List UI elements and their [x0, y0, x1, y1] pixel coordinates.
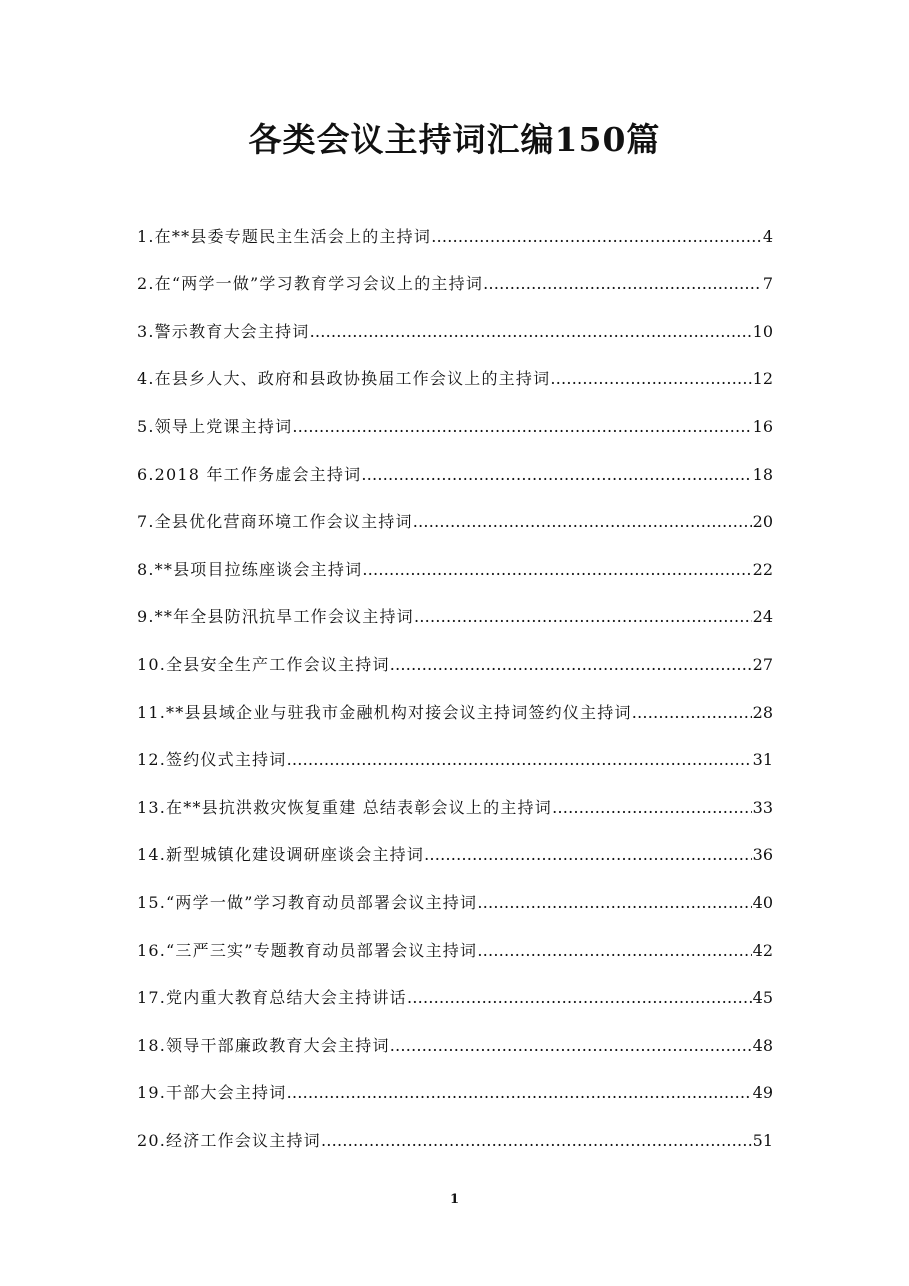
toc-entry-title: 2.在“两学一做”学习教育学习会议上的主持词 — [137, 274, 484, 294]
toc-entry-page: 42 — [752, 940, 773, 960]
toc-dot-leader — [424, 844, 752, 866]
toc-entry-title: 12.签约仪式主持词 — [137, 750, 287, 770]
toc-entry-title: 10.全县安全生产工作会议主持词 — [137, 654, 390, 674]
toc-entry[interactable] — [137, 771, 773, 819]
toc-dot-leader — [632, 702, 752, 724]
toc-dot-leader — [362, 559, 751, 581]
toc-entry[interactable] — [137, 819, 773, 867]
toc-entry-page: 22 — [752, 559, 773, 579]
toc-entry-page: 48 — [752, 1035, 773, 1055]
toc-dot-leader — [477, 940, 751, 962]
toc-entry-page: 18 — [752, 464, 773, 484]
toc-dot-leader — [483, 273, 762, 295]
toc-entry[interactable] — [137, 581, 773, 629]
toc-entry-title: 6.2018 年工作务虚会主持词 — [137, 464, 362, 484]
toc-dot-leader — [390, 1035, 752, 1057]
toc-dot-leader — [286, 749, 751, 771]
toc-entry-page: 10 — [752, 321, 773, 341]
toc-entry-page: 31 — [752, 750, 773, 770]
toc-entry[interactable] — [137, 628, 773, 676]
toc-entry-title: 8.**县项目拉练座谈会主持词 — [137, 559, 363, 579]
toc-entry-title: 5.领导上党课主持词 — [137, 416, 293, 436]
toc-entry-page: 45 — [752, 988, 773, 1008]
toc-entry[interactable] — [137, 962, 773, 1010]
toc-entry-page: 7 — [762, 274, 773, 294]
toc-entry[interactable] — [137, 1009, 773, 1057]
toc-entry[interactable] — [137, 866, 773, 914]
toc-dot-leader — [292, 416, 751, 438]
toc-entry[interactable] — [137, 248, 773, 296]
toc-entry-title: 15.“两学一做”学习教育动员部署会议主持词 — [137, 892, 478, 912]
toc-entry[interactable] — [137, 676, 773, 724]
toc-entry-title: 16.“三严三实”专题教育动员部署会议主持词 — [137, 940, 478, 960]
toc-entry[interactable] — [137, 486, 773, 534]
toc-entry-page: 36 — [752, 845, 773, 865]
page-number: 1 — [449, 1192, 460, 1207]
toc-entry[interactable] — [137, 200, 773, 248]
toc-dot-leader — [431, 226, 762, 248]
toc-entry[interactable] — [137, 343, 773, 391]
toc-dot-leader — [321, 1130, 752, 1152]
toc-dot-leader — [414, 606, 752, 628]
toc-entry-title: 7.全县优化营商环境工作会议主持词 — [137, 512, 413, 532]
toc-entry-title: 13.在**县抗洪救灾恢复重建 总结表彰会议上的主持词 — [137, 797, 552, 817]
document-title: 各类会议主持词汇编150篇 — [248, 120, 661, 159]
toc-dot-leader — [477, 892, 751, 914]
toc-entry-page: 40 — [752, 892, 773, 912]
toc-entry[interactable] — [137, 914, 773, 962]
toc-entry-page: 28 — [752, 702, 773, 722]
toc-entry[interactable] — [137, 533, 773, 581]
toc-entry-title: 4.在县乡人大、政府和县政协换届工作会议上的主持词 — [137, 369, 551, 389]
toc-entry-page: 33 — [752, 797, 773, 817]
toc-entry[interactable] — [137, 295, 773, 343]
toc-entry-title: 9.**年全县防汛抗旱工作会议主持词 — [137, 607, 414, 627]
toc-entry-title: 1.在**县委专题民主生活会上的主持词 — [137, 226, 432, 246]
toc-dot-leader — [552, 797, 752, 819]
toc-entry[interactable] — [137, 438, 773, 486]
toc-dot-leader — [286, 1082, 751, 1104]
toc-entry-title: 20.经济工作会议主持词 — [137, 1130, 321, 1150]
toc-entry-title: 14.新型城镇化建设调研座谈会主持词 — [137, 845, 425, 865]
table-of-contents — [137, 200, 773, 1152]
toc-dot-leader — [309, 321, 751, 343]
toc-entry[interactable] — [137, 390, 773, 438]
toc-entry-title: 17.党内重大教育总结大会主持讲话 — [137, 988, 407, 1008]
toc-dot-leader — [361, 464, 751, 486]
toc-entry-page: 51 — [752, 1130, 773, 1150]
toc-entry[interactable] — [137, 724, 773, 772]
toc-entry-page: 16 — [752, 416, 773, 436]
toc-entry-page: 27 — [752, 654, 773, 674]
toc-dot-leader — [390, 654, 752, 676]
toc-entry-page: 49 — [752, 1083, 773, 1103]
toc-entry-page: 20 — [752, 512, 773, 532]
toc-entry[interactable] — [137, 1057, 773, 1105]
toc-entry-title: 11.**县县域企业与驻我市金融机构对接会议主持词签约仪主持词 — [137, 702, 632, 722]
toc-entry-title: 3.警示教育大会主持词 — [137, 321, 310, 341]
toc-entry-page: 4 — [762, 226, 773, 246]
toc-entry-page: 12 — [752, 369, 773, 389]
toc-entry-page: 24 — [752, 607, 773, 627]
toc-dot-leader — [550, 368, 751, 390]
toc-entry-title: 18.领导干部廉政教育大会主持词 — [137, 1035, 390, 1055]
toc-dot-leader — [407, 987, 752, 1009]
toc-entry-title: 19.干部大会主持词 — [137, 1083, 287, 1103]
toc-entry[interactable] — [137, 1104, 773, 1152]
toc-dot-leader — [413, 511, 752, 533]
